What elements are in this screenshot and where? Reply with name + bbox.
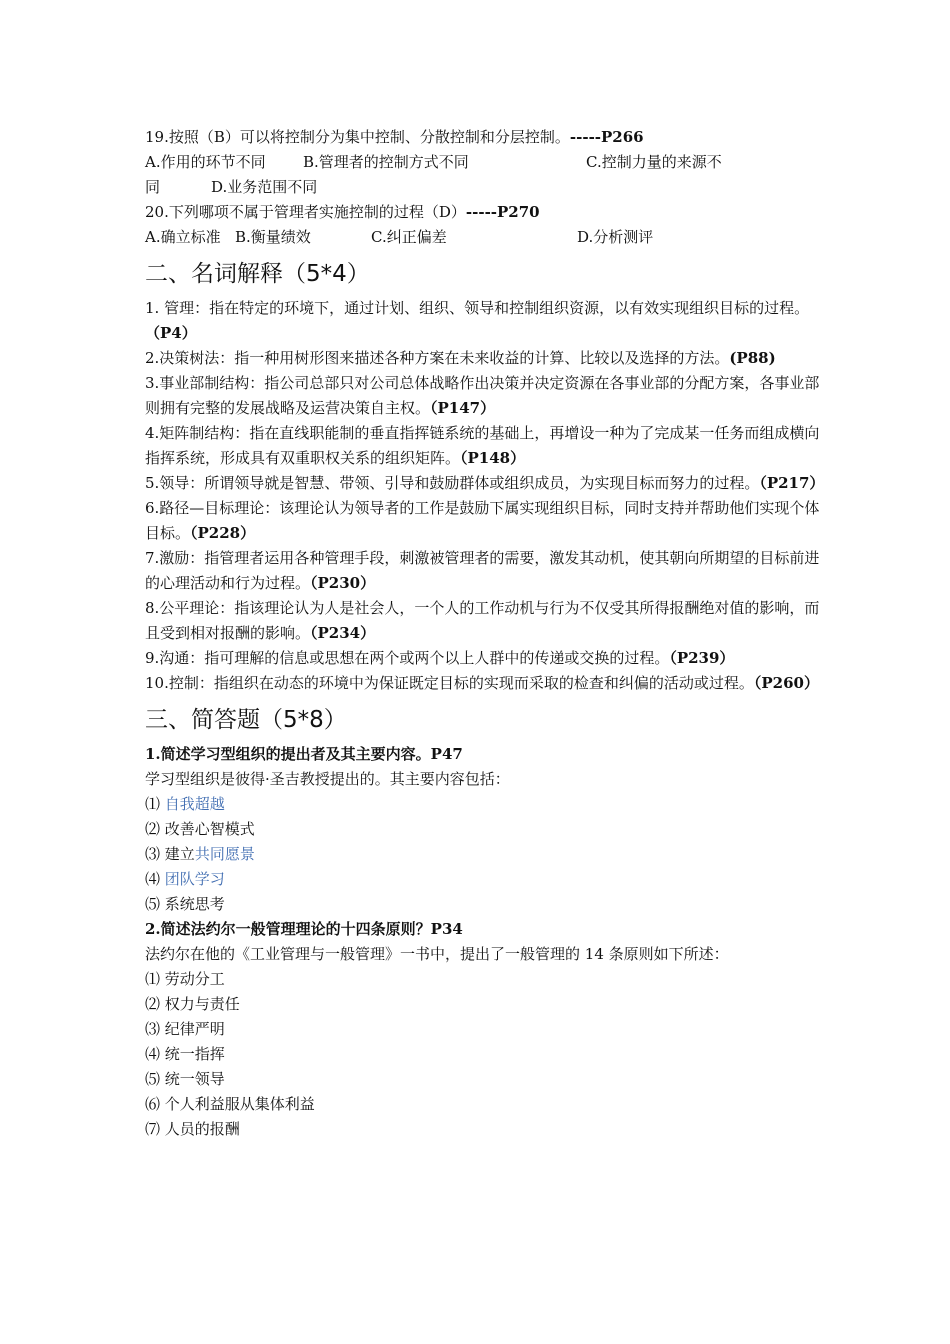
q19-option-b: B.管理者的控制方式不同	[303, 153, 469, 171]
list-item: ⑸ 系统思考	[145, 895, 225, 913]
q20-option-b: B.衡量绩效	[235, 228, 311, 246]
q20-option-d: D.分析测评	[577, 228, 654, 246]
section3-heading: 三、简答题（5*8）	[145, 707, 347, 733]
term-9: 9.沟通：指可理解的信息或思想在两个或两个以上人群中的传递或交换的过程。（P239）	[145, 649, 735, 667]
list-item: ⑴ 劳动分工	[145, 970, 225, 988]
q19-options-line1	[145, 150, 825, 175]
q20-option-c: C.纠正偏差	[371, 228, 447, 246]
sa-q2-title: 2.简述法约尔一般管理理论的十四条原则？P34	[145, 920, 463, 938]
q20-stem: 20.下列哪项不属于管理者实施控制的过程（D）-----P270	[145, 203, 540, 221]
term-1: 1. 管理：指在特定的环境下，通过计划、组织、领导和控制组织资源，以有效实现组织目标的过程。（P4）	[145, 299, 810, 342]
term-4: 4.矩阵制结构：指在直线职能制的垂直指挥链系统的基础上，再增设一种为了完成某一任务而组成横向指挥系统，形成具有双重职权关系的组织矩阵。（P148）	[145, 424, 820, 467]
q20-ref: -----P270	[465, 203, 540, 221]
link-team-learning[interactable]: 团队学习	[164, 870, 225, 888]
link-self-mastery[interactable]: 自我超越	[164, 795, 225, 813]
q20-options	[145, 225, 825, 250]
list-item: ⑴ 自我超越	[145, 795, 225, 813]
q19-option-c: C.控制力量的来源不	[586, 153, 722, 171]
q19-options-line2	[145, 175, 825, 200]
q19-option-c-cont: 同	[145, 178, 161, 196]
list-item: ⑵ 权力与责任	[145, 995, 240, 1013]
term-3: 3.事业部制结构：指公司总部只对公司总体战略作出决策并决定资源在各事业部的分配方案，各事业部则拥有完整的发展战略及运营决策自主权。（P147）	[145, 374, 820, 417]
list-item: ⑵ 改善心智模式	[145, 820, 255, 838]
list-item: ⑺ 人员的报酬	[145, 1120, 240, 1138]
list-item: ⑶ 纪律严明	[145, 1020, 225, 1038]
list-item: ⑶ 建立共同愿景	[145, 845, 255, 863]
q20-option-a: A.确立标准	[145, 228, 221, 246]
q19-option-a: A.作用的环节不同	[145, 153, 266, 171]
document-page	[145, 125, 825, 1142]
list-item: ⑹ 个人利益服从集体利益	[145, 1095, 315, 1113]
sa-q1-intro: 学习型组织是彼得·圣吉教授提出的。其主要内容包括：	[145, 770, 510, 788]
term-2: 2.决策树法：指一种用树形图来描述各种方案在未来收益的计算、比较以及选择的方法。(P88)	[145, 349, 776, 367]
section2-heading: 二、名词解释（5*4）	[145, 261, 370, 287]
list-item: ⑷ 统一指挥	[145, 1045, 225, 1063]
list-item: ⑷ 团队学习	[145, 870, 225, 888]
term-7: 7.激励：指管理者运用各种管理手段，刺激被管理者的需要，激发其动机，使其朝向所期望的目标前进的心理活动和行为过程。（P230）	[145, 549, 820, 592]
link-shared-vision[interactable]: 共同愿景	[194, 845, 255, 863]
q19-stem: 19.按照（B）可以将控制分为集中控制、分散控制和分层控制。-----P266	[145, 128, 644, 146]
q19-ref: -----P266	[569, 128, 644, 146]
term-8: 8.公平理论：指该理论认为人是社会人，一个人的工作动机与行为不仅受其所得报酬绝对值的影响，而且受到相对报酬的影响。（P234）	[145, 599, 820, 642]
sa-q2-intro: 法约尔在他的《工业管理与一般管理》一书中，提出了一般管理的 14 条原则如下所述：	[145, 945, 729, 963]
term-10: 10.控制：指组织在动态的环境中为保证既定目标的实现而采取的检查和纠偏的活动或过程。（P260）	[145, 674, 819, 692]
term-5: 5.领导：所谓领导就是智慧、带领、引导和鼓励群体或组织成员，为实现目标而努力的过程。（P217）	[145, 474, 825, 492]
term-6: 6.路径—目标理论：该理论认为领导者的工作是鼓励下属实现组织目标，同时支持并帮助他们实现个体目标。（P228）	[145, 499, 820, 542]
q19-option-d: D.业务范围不同	[211, 178, 318, 196]
list-item: ⑸ 统一领导	[145, 1070, 225, 1088]
sa-q1-title: 1.简述学习型组织的提出者及其主要内容。P47	[145, 745, 463, 763]
